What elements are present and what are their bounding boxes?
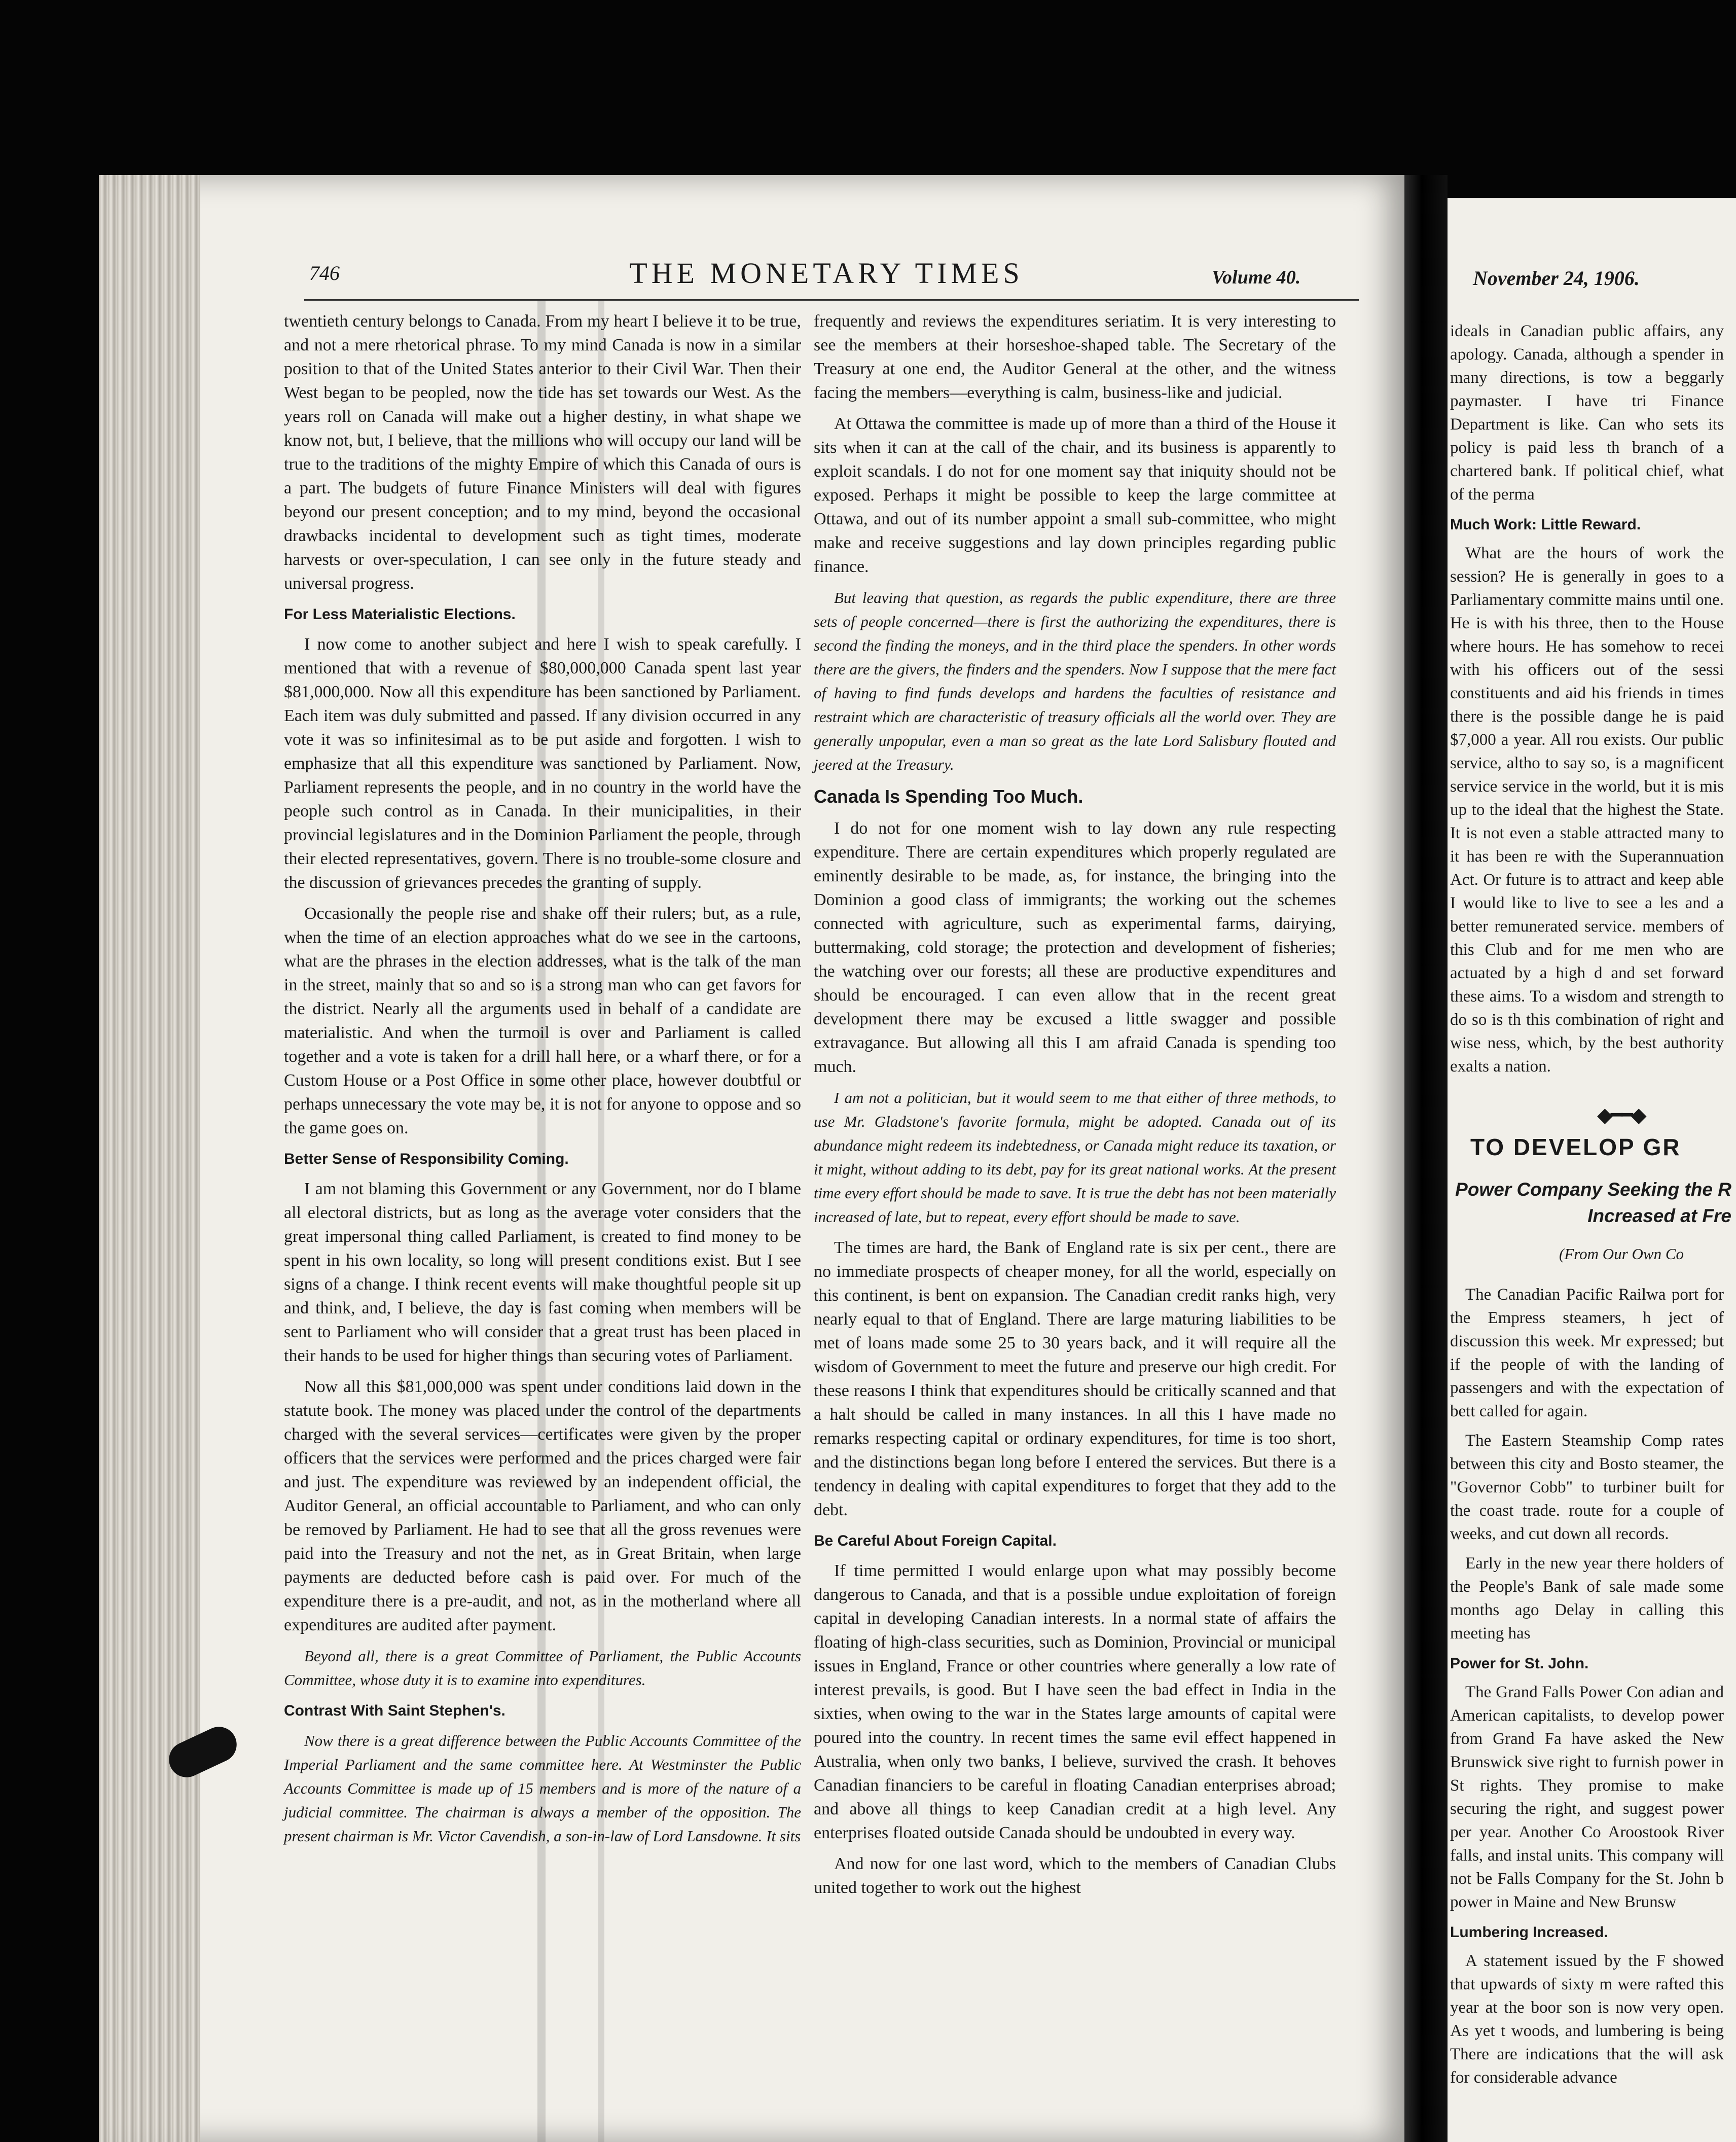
- volume-label: Volume 40.: [1212, 267, 1301, 288]
- book-gutter: [1404, 175, 1448, 2142]
- paragraph: I am not blaming this Government or any Government, nor do I blame all electoral districts, but as long as the average voter considers that the great impersonal thing called Parliament, is created to find money to be spent in his own locality, so long will present conditions exist. But I see signs of a change. I think recent events will make thoughtful people sit up and think, and, I believe, the day is fast coming when members will be sent to Parliament who will consider that a great trust has been placed in their hands to be used for higher things than securing votes of Parliament.: [284, 1180, 801, 1365]
- paragraph: twentieth century belongs to Canada. From my heart I believe it to be true, and not a mere rhetorical phrase. To my mind Canada is now in a similar position to that of the United States anterior to their Civil War. Then their West began to be peopled, now the tide has set towards our West. As the years roll on Canada will make out a higher destiny, in what shape we know not, but, I believe, that the millions who will occupy our land will be true to the traditions of the mighty Empire of which this Canada of ours is a part. The budgets of future Finance Ministers will deal with figures beyond our present conception; and to my mind, beyond the occasional drawbacks incidental to development such as tight times, moderate harvests or over-speculation, I can see only in the future steady and universal progress.: [284, 312, 801, 593]
- subhead: For Less Materialistic Elections.: [284, 606, 516, 623]
- subhead: Lumbering Increased.: [1450, 1924, 1608, 1941]
- subhead: Be Careful About Foreign Capital.: [814, 1532, 1057, 1549]
- subhead: Power for St. John.: [1450, 1655, 1589, 1672]
- paragraph: frequently and reviews the expenditures seriatim. It is very interesting to see the members at their horseshoe-shaped table. The Secretary of the Treasury at one end, the Auditor General at the other, and the witness facing the members—everything is calm, business-like and judicial.: [814, 312, 1336, 402]
- subhead: Contrast With Saint Stephen's.: [284, 1702, 505, 1719]
- paragraph: I am not a politician, but it would seem to me that either of three methods, to use Mr. Gladstone's favorite formula, might be adopted. Canada out of its abundance might redeem its indebtedness, or Canada might reduce its taxation, or it might, without adding to its debt, pay for its great national works. At the present time every effort should be made to save. It is true the debt has not been materially increased of late, but to repeat, every effort should be made to save.: [814, 1089, 1336, 1226]
- column-left: [284, 309, 801, 1855]
- paragraph: I now come to another subject and here I wish to speak carefully. I mentioned that with a revenue of $80,000,000 Canada spent last year $81,000,000. Now all this expenditure has been sanctioned by Parliament. Each item was duly submitted and passed. If any division occurred in any vote it was so infinitesimal as to be put aside and forgotten. I wish to emphasize that all this expenditure was sanctioned by Parliament. Now, Parliament represents the people, and in no country in the world have the people such control as in Canada. In their municipalities, in their provincial legislatures and in the Dominion Parliament the people, through their elected representatives, govern. There is no trouble-some closure and the discussion of grievances precedes the granting of supply.: [284, 635, 801, 892]
- masthead-title: THE MONETARY TIMES: [629, 257, 1024, 290]
- paragraph: What are the hours of work the session? He is generally in goes to a Parliamentary committe mains until one. He is with his three, then to the House where hours. He has somehow to recei with his officers out of the sessi constituents and aid his friends in times there is the possible dange he is paid $7,000 a year. All rou exists. Our public service, altho to say so, is a magnificent service service in the world, but it is mis up to the ideal that the highest the State. It is not even a stable attracted many to it has been re with the Superannuation Act. Or future is to attract and keep able I would like to live to see a les and a better remunerated service. members of this Club and for me men who are actuated by a high d and set forward these aims. To a wisdom and strength to do so is th this combination of right and wise ness, which, by the best authority exalts a nation.: [1450, 544, 1724, 1076]
- paragraph: And now for one last word, which to the members of Canadian Clubs united together to work out the highest: [814, 1854, 1336, 1897]
- paragraph: A statement issued by the F showed that upwards of sixty m were rafted this year at the boor son is now very open. As yet t woods, and lumbering is being There are indications that the will ask for considerable advance: [1450, 1952, 1724, 2087]
- subhead: Canada Is Spending Too Much.: [814, 786, 1083, 807]
- paragraph: Beyond all, there is a great Committee of Parliament, the Public Accounts Committee, whose duty it is to examine into expenditures.: [284, 1647, 801, 1689]
- article-subtitle: Power Company Seeking the R Increased at Fre: [1455, 1179, 1731, 1226]
- article-title: TO DEVELOP GR: [1470, 1134, 1681, 1160]
- ornament-divider: ◆━━◆: [1597, 1103, 1645, 1126]
- paragraph: If time permitted I would enlarge upon what may possibly become dangerous to Canada, and that is a possible undue exploitation of foreign capital in developing Canadian interests. In a normal state of affairs the floating of high-class securities, such as Dominion, Provincial or municipal issues in England, France or other countries where generally a low rate of interest prevails, is good. But I have seen the bad effect in India in the sixties, when owing to the war in the States large amounts of capital were poured into the country. In recent times the same evil effect happened in Australia, when only two banks, I believe, survived the crash. It behoves Canadian financiers to be careful in floating Canadian enterprises abroad; and above all things to keep Canadian credit at a high level. Any enterprises floated outside Canada should be undoubted in every way.: [814, 1561, 1336, 1842]
- column-right-lower: [1450, 1283, 1724, 2095]
- paragraph: The Canadian Pacific Railwa port for the Empress steamers, h ject of discussion this week. Mr expressed; but if the people of with the landing of passengers and with the expectation of bett called for again.: [1450, 1286, 1724, 1420]
- paragraph: The Eastern Steamship Comp rates between this city and Bosto steamer, the "Governor Cobb" to turbiner built for the coast trade. route for a couple of weeks, and cut down all records.: [1450, 1432, 1724, 1543]
- paragraph: Early in the new year there holders of the People's Bank of sale made some months ago Delay in calling this meeting has: [1450, 1554, 1724, 1643]
- article-credit: (From Our Own Co: [1559, 1245, 1684, 1263]
- right-page-date: November 24, 1906.: [1473, 267, 1640, 290]
- subhead: Better Sense of Responsibility Coming.: [284, 1151, 569, 1167]
- paragraph: Now all this $81,000,000 was spent under conditions laid down in the statute book. The money was placed under the control of the departments charged with the several services—certificates were given by the proper officers that the services were performed and the prices charged were fair and just. The expenditure was reviewed by an independent official, the Auditor General, an official accountable to Parliament, and who can only be removed by Parliament. He had to see that all the gross revenues were paid into the Treasury and not the net, as in Great Britain, when large payments are deducted before cash is paid over. For much of the expenditure there is a pre-audit, and not, as in the motherland where all expenditures are audited after payment.: [284, 1377, 801, 1634]
- paragraph: The Grand Falls Power Con adian and American capitalists, to develop power from Grand Fa have asked the New Brunswick sive right to furnish power in St rights. They promise to make securing the right, and suggest power per year. Another Co Aroostook River falls, and instal units. This company will not be Falls Company for the St. John b power in Maine and New Brunsw: [1450, 1683, 1724, 1911]
- paragraph: The times are hard, the Bank of England rate is six per cent., there are no immediate prospects of cheaper money, for all the world, especially on this continent, is bent on expansion. The Canadian credit ranks high, very nearly equal to that of England. There are large maturing liabilities to be met of loans made some 25 to 30 years back, and it will require all the wisdom of Government to meet the future and preserve our high credit. For these reasons I think that expenditures should be critically scanned and that a halt should be called in many instances. In all this I have made no remarks respecting capital or ordinary expenditures, for time is too short, and the distinctions began long before I entered the services. But there is a tendency in dealing with capital expenditures to forget that they add to the debt.: [814, 1238, 1336, 1519]
- header-rule: [304, 299, 1359, 301]
- paragraph: I do not for one moment wish to lay down any rule respecting expenditure. There are certain expenditures which properly regulated are eminently desirable to be made, as, for instance, the bringing into the Dominion a good class of immigrants; the working out the schemes connected with agriculture, such as experimental farms, dairying, buttermaking, cold storage; the protection and development of fisheries; the watching over our forests; all these are productive expenditures and should be encouraged. I can even allow that in the recent great development there may be excused a little swagger and possible extravagance. But allowing all this I am afraid Canada is spending too much.: [814, 819, 1336, 1076]
- page-edge-stack: [99, 175, 200, 2142]
- paragraph: ideals in Canadian public affairs, any apology. Canada, although a spender in many directions, is tow a beggarly paymaster. I have tri Finance Department is like. Can who sets its policy is paid less th branch of a chartered bank. If political chief, what of the perma: [1450, 322, 1724, 504]
- column-middle: [814, 309, 1336, 1907]
- paragraph: But leaving that question, as regards the public expenditure, there are three sets of people concerned—there is first the authorizing the expenditures, there is second the finding the moneys, and in the third place the spenders. In other words there are the givers, the finders and the spenders. Now I suppose that the mere fact of having to find funds develops and hardens the faculties of resistance and restraint which are characteristic of treasury officials all the world over. They are generally unpopular, even a man so great as the late Lord Salisbury flouted and jeered at the Treasury.: [814, 589, 1336, 773]
- column-right: [1450, 319, 1724, 1084]
- paragraph: At Ottawa the committee is made up of more than a third of the House it sits when it can at the call of the chair, and its business is apparently to exploit scandals. I do not for one moment say that iniquity should not be exposed. Perhaps it might be possible to keep the large committee at Ottawa, and out of its number appoint a small sub-committee, who might make and receive suggestions and lay down principles regarding public finance.: [814, 414, 1336, 576]
- page-number: 746: [309, 262, 340, 284]
- paragraph: Occasionally the people rise and shake off their rulers; but, as a rule, when the time of an election approaches what do we see in the cartoons, what are the phrases in the election addresses, what is the talk of the man in the street, mainly that so and so is a strong man who can get favors for the district. Nearly all the arguments used in behalf of a candidate are materialistic. And when the turmoil is over and Parliament is called together and a vote is taken for a drill hall here, or a wharf there, or for a Custom House or a Post Office in some other place, however doubtful or perhaps unnecessary the vote may be, it is not for anyone to oppose and so the game goes on.: [284, 904, 801, 1137]
- subhead: Much Work: Little Reward.: [1450, 516, 1641, 533]
- paragraph: Now there is a great difference between the Public Accounts Committee of the Imperial Parliament and the same committee here. At Westminster the Public Accounts Committee is made up of 15 members and is more of the nature of a judicial committee. The chairman is always a member of the opposition. The present chairman is Mr. Victor Cavendish, a son-in-law of Lord Lansdowne. It sits: [284, 1732, 801, 1845]
